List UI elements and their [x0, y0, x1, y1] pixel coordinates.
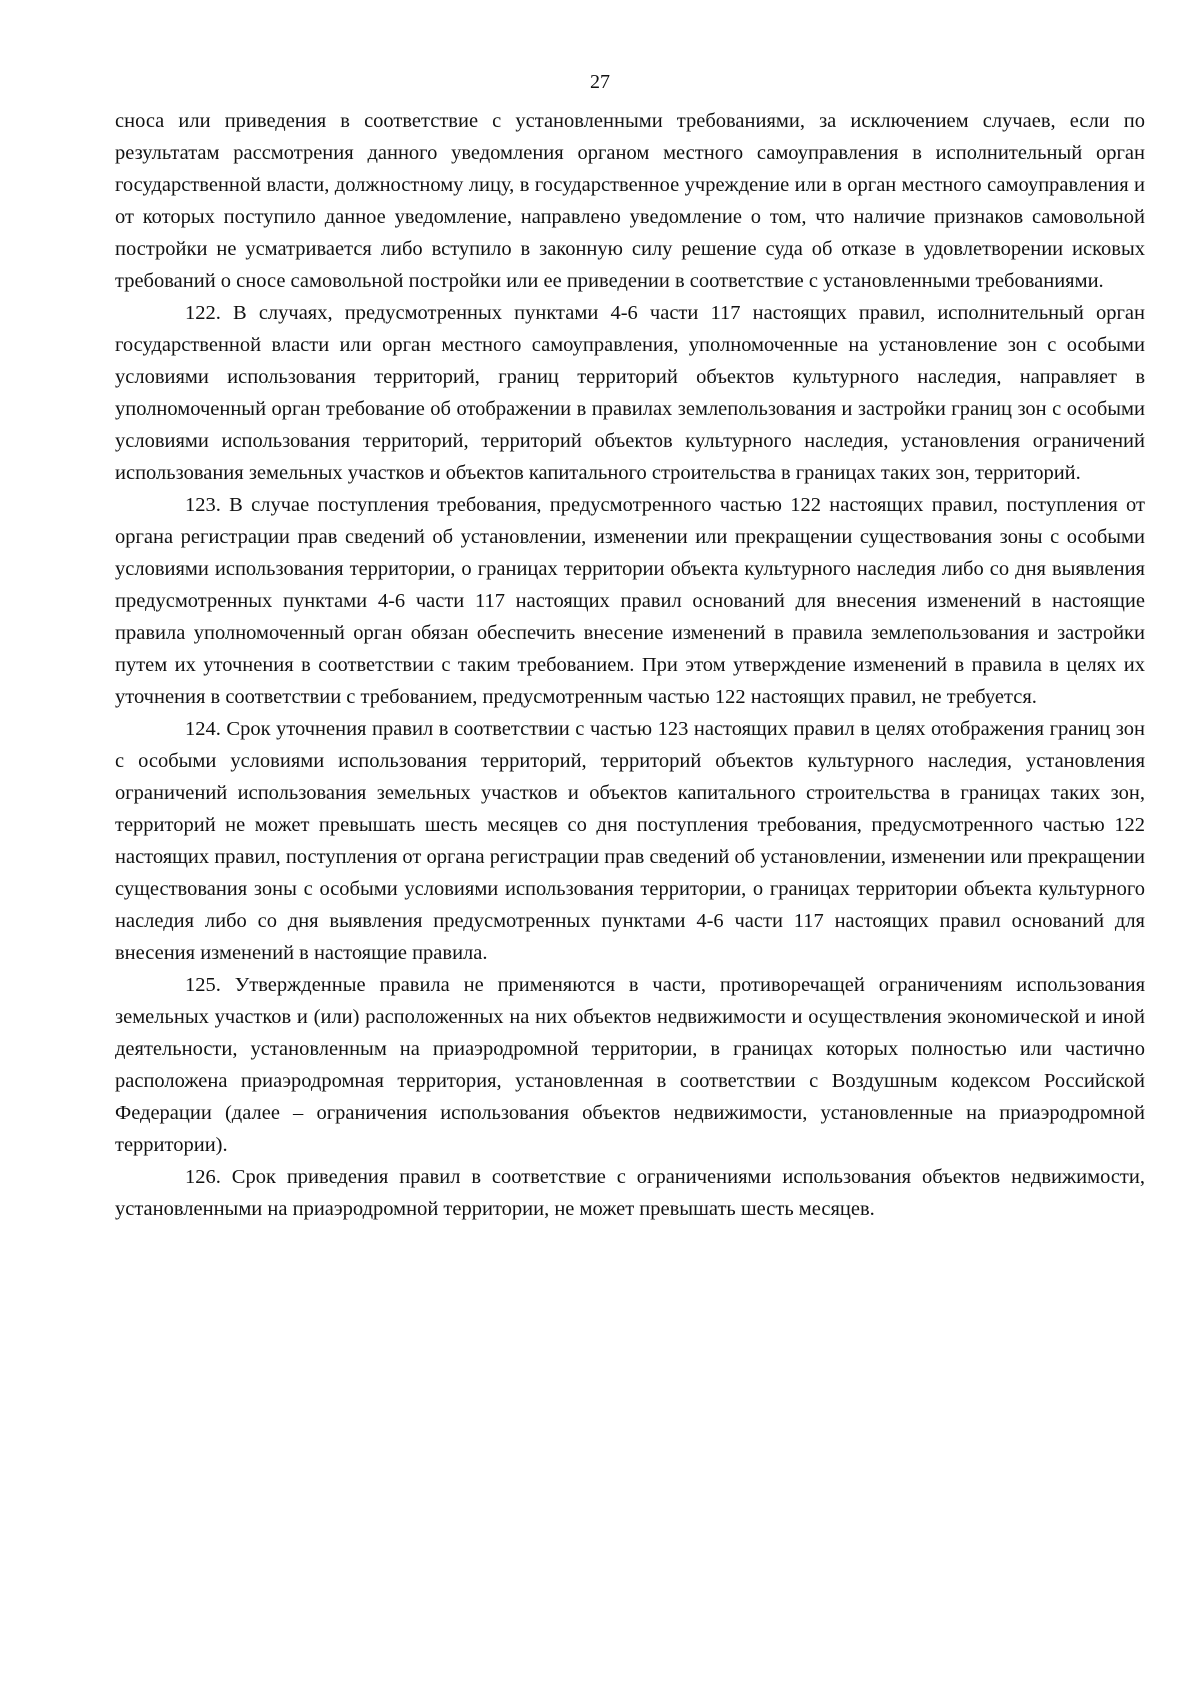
paragraph-122: 122. В случаях, предусмотренных пунктами 4-6 части 117 настоящих правил, исполнительный орган государственной власти или орган местного самоуправления, уполномоченные на установление зон с особыми условиями использования территорий, границ территорий объектов культурного наследия, направляет в уполномоченный орган требование об отображении в правилах землепользования и застройки границ зон с особыми условиями использования территорий, территорий объектов культурного наследия, установления ограничений использования земельных участков и объектов капитального строительства в границах таких зон, территорий. — [115, 302, 1145, 484]
page-number: 27 — [590, 71, 610, 93]
paragraph-126: 126. Срок приведения правил в соответствие с ограничениями использования объектов недвижимости, установленными на приаэродромной территории, не может превышать шесть месяцев. — [115, 1166, 1145, 1220]
paragraph-125: 125. Утвержденные правила не применяются в части, противоречащей ограничениям использования земельных участков и (или) расположенных на них объектов недвижимости и осуществления экономической и иной деятельности, установленным на приаэродромной территории, в границах которых полностью или частично расположена приаэродромная территория, установленная в соответствии с Воздушным кодексом Российской Федерации (далее – ограничения использования объектов недвижимости, установленные на приаэродромной территории). — [115, 974, 1145, 1156]
document-body — [115, 105, 1145, 1225]
paragraph-continuation: сноса или приведения в соответствие с установленными требованиями, за исключением случаев, если по результатам рассмотрения данного уведомления органом местного самоуправления в исполнительный орган государственной власти, должностному лицу, в государственное учреждение или в орган местного самоуправления и от которых поступило данное уведомление, направлено уведомление о том, что наличие признаков самовольной постройки не усматривается либо вступило в законную силу решение суда об отказе в удовлетворении исковых требований о сносе самовольной постройки или ее приведении в соответствие с установленными требованиями. — [115, 110, 1145, 292]
paragraph-123: 123. В случае поступления требования, предусмотренного частью 122 настоящих правил, поступления от органа регистрации прав сведений об установлении, изменении или прекращении существования зоны с особыми условиями использования территории, о границах территории объекта культурного наследия либо со дня выявления предусмотренных пунктами 4-6 части 117 настоящих правил оснований для внесения изменений в настоящие правила уполномоченный орган обязан обеспечить внесение изменений в правила землепользования и застройки путем их уточнения в соответствии с таким требованием. При этом утверждение изменений в правила в целях их уточнения в соответствии с требованием, предусмотренным частью 122 настоящих правил, не требуется. — [115, 494, 1145, 708]
paragraph-124: 124. Срок уточнения правил в соответствии с частью 123 настоящих правил в целях отображения границ зон с особыми условиями использования территорий, территорий объектов культурного наследия, установления ограничений использования земельных участков и объектов капитального строительства в границах таких зон, территорий не может превышать шесть месяцев со дня поступления требования, предусмотренного частью 122 настоящих правил, поступления от органа регистрации прав сведений об установлении, изменении или прекращении существования зоны с особыми условиями использования территории, о границах территории объекта культурного наследия либо со дня выявления предусмотренных пунктами 4-6 части 117 настоящих правил оснований для внесения изменений в настоящие правила. — [115, 718, 1145, 964]
